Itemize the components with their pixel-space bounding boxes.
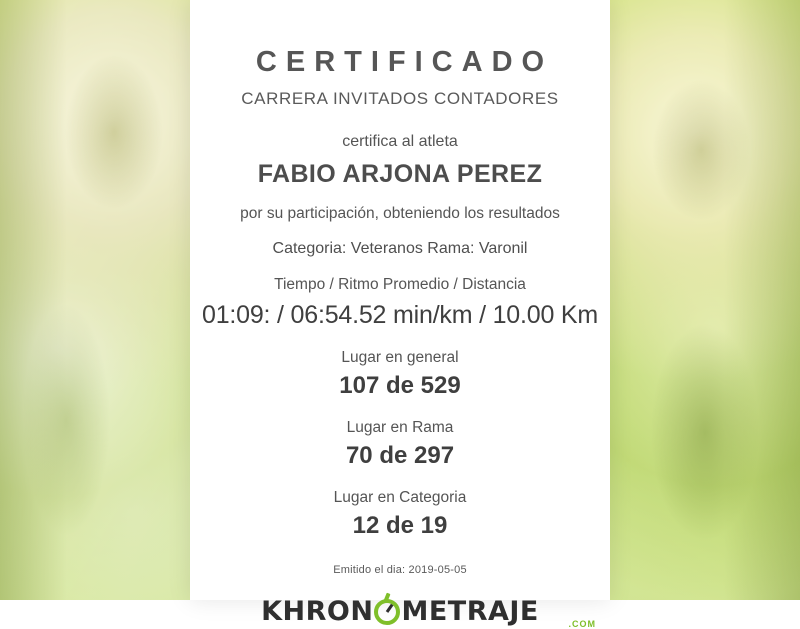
race-name: CARRERA INVITADOS CONTADORES	[241, 89, 559, 108]
metrics-value: 01:09: / 06:54.52 min/km / 10.00 Km	[202, 301, 599, 329]
metrics-label: Tiempo / Ritmo Promedio / Distancia	[274, 276, 526, 293]
athlete-name: FABIO ARJONA PEREZ	[257, 160, 543, 188]
logo-text-part2: METRAJE	[401, 596, 539, 627]
place-categoria-value: 12 de 19	[352, 512, 448, 539]
certificate-title: CERTIFICADO	[255, 46, 554, 78]
place-rama-label: Lugar en Rama	[346, 419, 454, 436]
certificate-panel	[190, 0, 610, 629]
place-general-value: 107 de 529	[339, 372, 461, 399]
right-photo-green-tint	[610, 0, 800, 600]
category-line: Categoria: Veteranos Rama: Varonil	[272, 240, 528, 257]
participation-text: por su participación, obteniendo los resultados	[240, 205, 560, 222]
left-photo-green-tint	[0, 0, 190, 600]
logo-tld: .COM	[568, 619, 596, 629]
left-runner-photo	[0, 0, 190, 600]
place-rama-value: 70 de 297	[345, 442, 455, 469]
place-general-label: Lugar en general	[341, 349, 459, 366]
right-runner-photo	[610, 0, 800, 600]
logo-text-part1: KHRON	[261, 596, 374, 627]
stopwatch-icon	[374, 599, 400, 625]
khronometraje-logo	[202, 596, 598, 627]
place-categoria-label: Lugar en Categoria	[333, 489, 467, 506]
certifies-label: certifica al atleta	[342, 133, 458, 150]
issued-date: Emitido el dia: 2019-05-05	[333, 564, 467, 576]
